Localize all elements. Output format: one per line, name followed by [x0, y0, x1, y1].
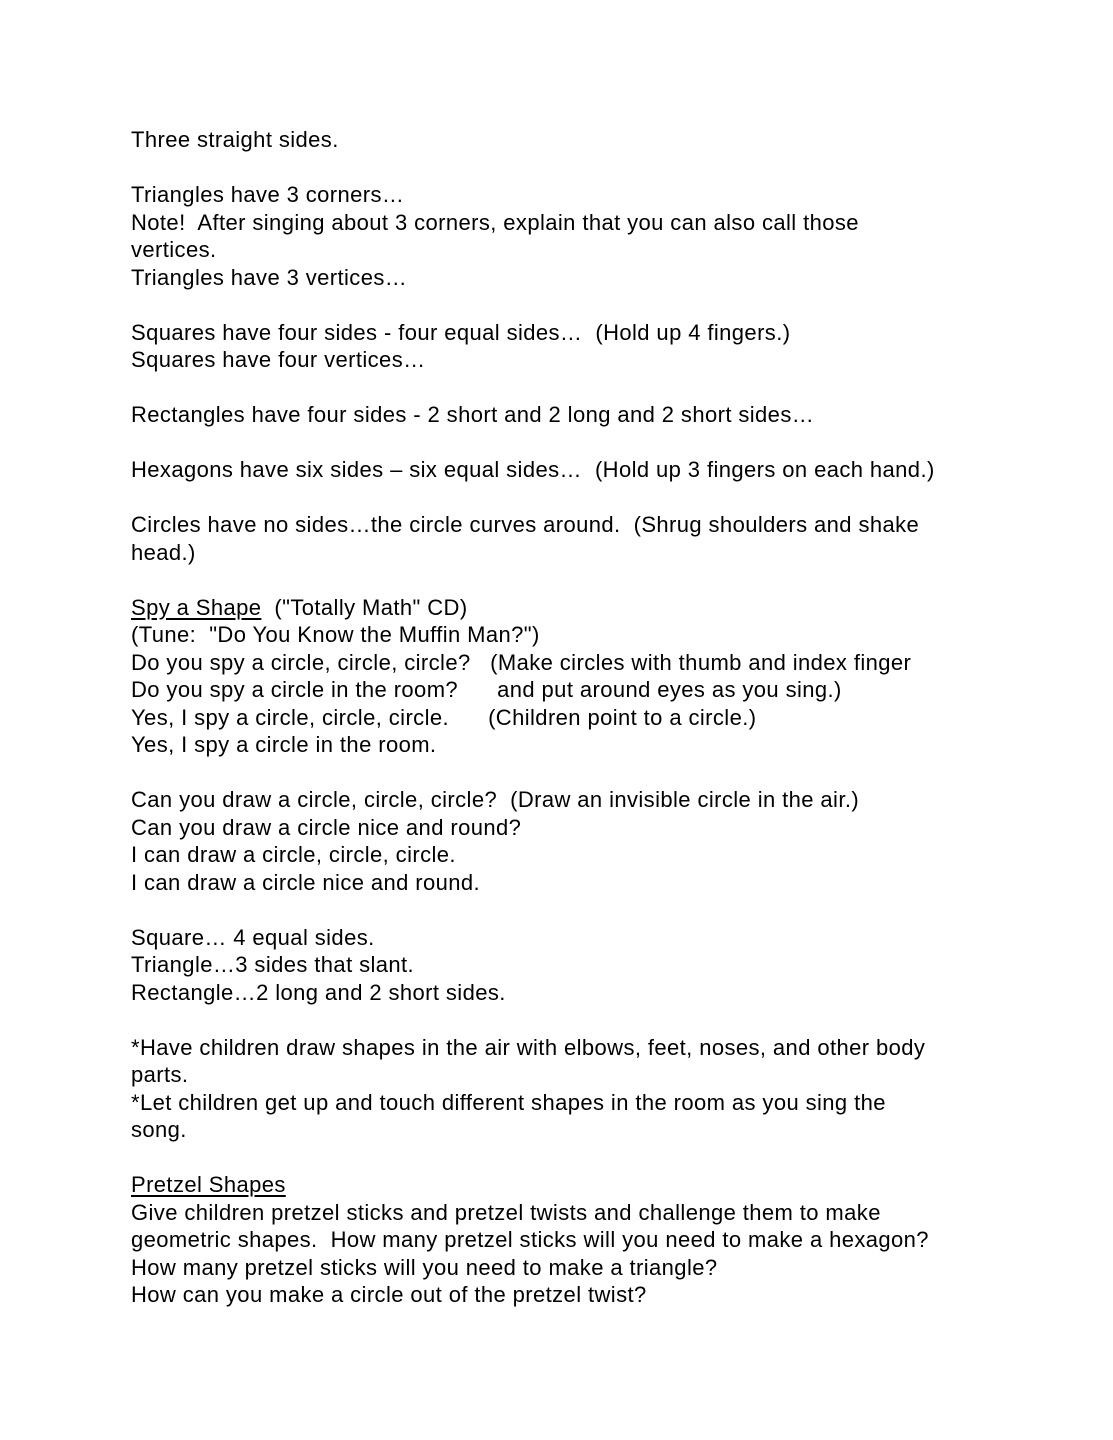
text-line: How many pretzel sticks will you need to make a triangle?: [131, 1254, 718, 1280]
text-line: Can you draw a circle nice and round?: [131, 814, 522, 840]
text-line: Rectangles have four sides - 2 short and 2 long and 2 short sides…: [131, 402, 815, 427]
text-line: Squares have four vertices…: [131, 347, 426, 372]
text-line: [131, 1171, 1031, 1199]
text-line: Squares have four sides - four equal sides… (Hold up 4 fingers.): [131, 319, 791, 345]
text-line: Square… 4 equal sides.: [131, 924, 375, 950]
section-heading-pretzel-shapes: Pretzel Shapes: [131, 1172, 286, 1197]
text-line: Do you spy a circle, circle, circle? (Make circles with thumb and index finger: [131, 649, 912, 675]
text-line: Note! After singing about 3 corners, explain that you can also call those: [131, 209, 859, 235]
text-line: Give children pretzel sticks and pretzel twists and challenge them to make: [131, 1199, 881, 1225]
text-line: I can draw a circle, circle, circle.: [131, 842, 456, 867]
paragraph-rectangles: [131, 401, 1031, 429]
text-line: parts.: [131, 1062, 189, 1087]
paragraph-squares: [131, 319, 1031, 374]
document-content: [131, 126, 1031, 1309]
section-heading-spy-a-shape: Spy a Shape: [131, 594, 262, 620]
paragraph-circles: [131, 511, 1031, 566]
paragraph-triangles: [131, 181, 1031, 291]
text-line: (Tune: "Do You Know the Muffin Man?"): [131, 622, 540, 647]
paragraph-spy-a-shape-song: [131, 594, 1031, 759]
paragraph-can-you-draw: [131, 786, 1031, 896]
text-line: Yes, I spy a circle in the room.: [131, 732, 437, 757]
paragraph-pretzel-shapes: [131, 1171, 1031, 1309]
heading-suffix: ("Totally Math" CD): [261, 594, 468, 620]
text-line: How can you make a circle out of the pretzel twist?: [131, 1282, 647, 1307]
text-line: Yes, I spy a circle, circle, circle. (Children point to a circle.): [131, 704, 757, 730]
text-line: *Let children get up and touch different shapes in the room as you sing the: [131, 1089, 886, 1115]
text-line: I can draw a circle nice and round.: [131, 869, 481, 895]
paragraph-three-straight-sides: [131, 126, 1031, 154]
paragraph-shape-definitions: [131, 924, 1031, 1007]
text-line: Hexagons have six sides – six equal sides… (Hold up 3 fingers on each hand.): [131, 457, 935, 482]
text-line: [131, 594, 1031, 622]
text-line: Rectangle…2 long and 2 short sides.: [131, 979, 506, 1005]
text-line: Three straight sides.: [131, 127, 339, 152]
text-line: Triangles have 3 corners…: [131, 182, 405, 207]
text-line: Circles have no sides…the circle curves around. (Shrug shoulders and shake: [131, 512, 920, 537]
paragraph-hexagons: [131, 456, 1031, 484]
text-line: song.: [131, 1117, 187, 1142]
text-line: head.): [131, 539, 196, 565]
text-line: Triangle…3 sides that slant.: [131, 952, 415, 977]
text-line: Triangles have 3 vertices…: [131, 264, 408, 290]
text-line: vertices.: [131, 237, 217, 262]
text-line: *Have children draw shapes in the air with elbows, feet, noses, and other body: [131, 1034, 926, 1060]
text-line: geometric shapes. How many pretzel sticks will you need to make a hexagon?: [131, 1227, 929, 1252]
paragraph-activity-tips: [131, 1034, 1031, 1144]
text-line: Do you spy a circle in the room? and put around eyes as you sing.): [131, 677, 842, 702]
text-line: Can you draw a circle, circle, circle? (Draw an invisible circle in the air.): [131, 787, 860, 812]
